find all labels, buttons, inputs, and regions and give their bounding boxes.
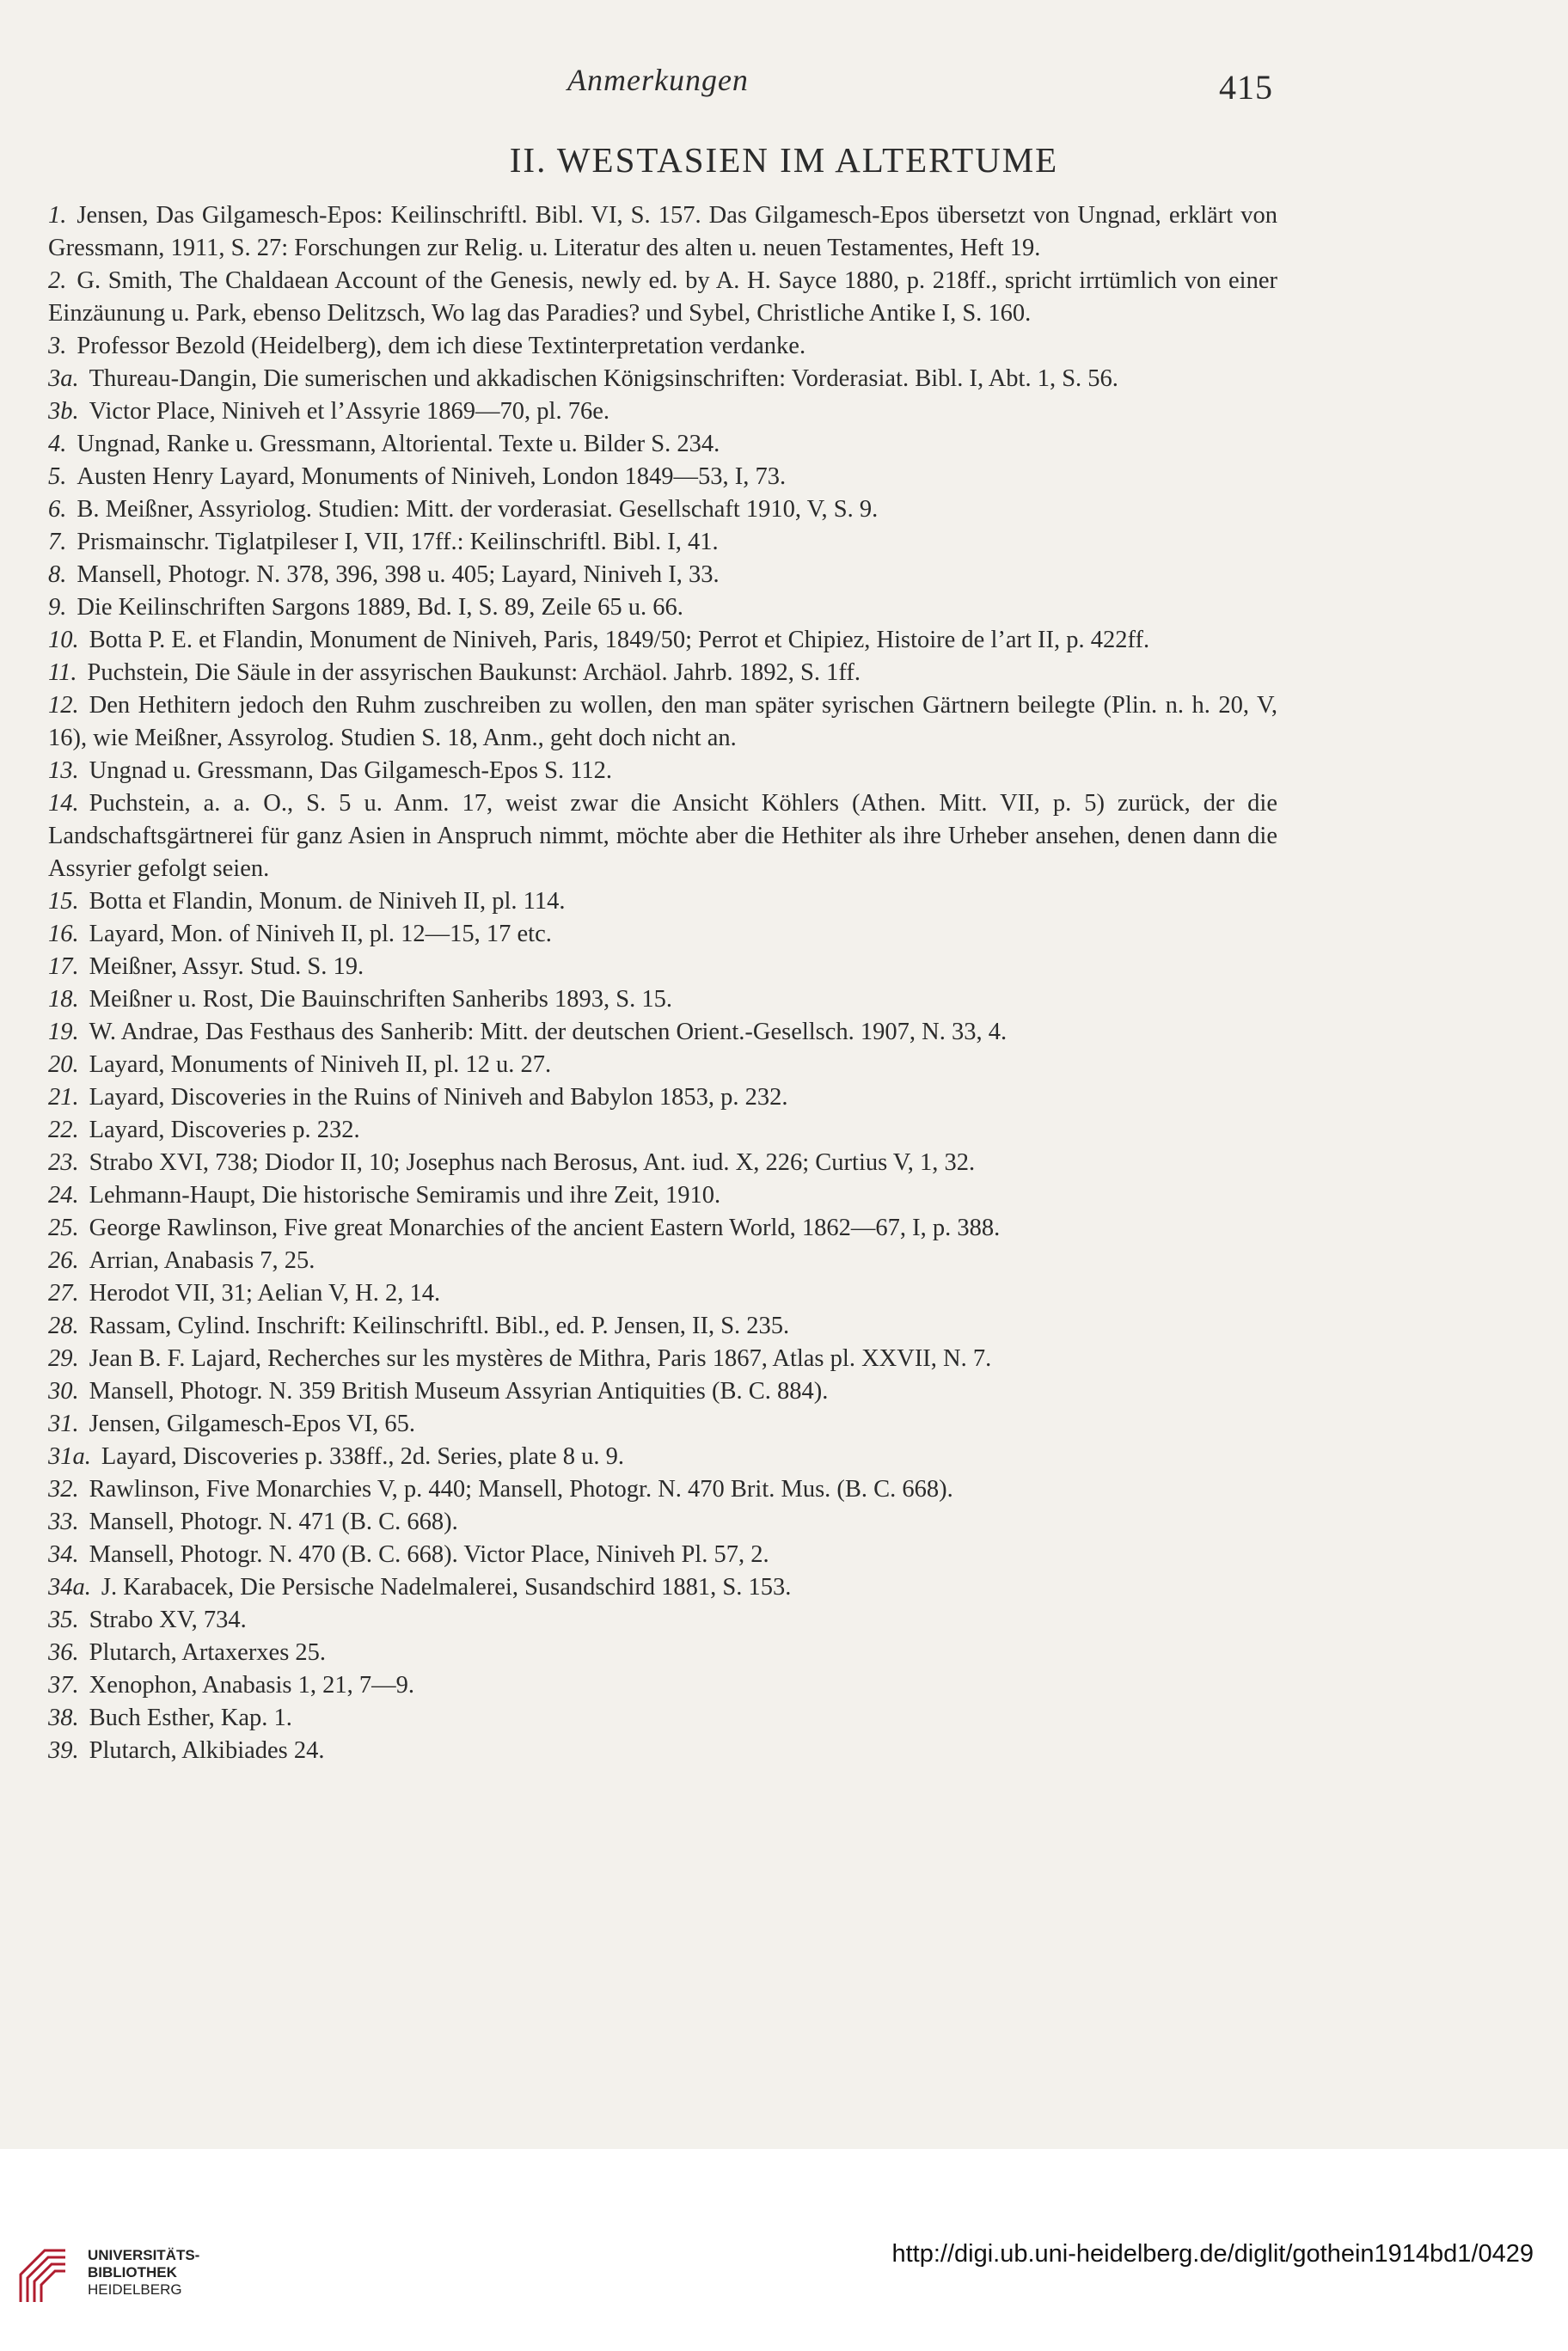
endnote-number: 27. [48, 1280, 79, 1307]
endnote-text: W. Andrae, Das Festhaus des Sanherib: Mitt. der deutschen Orient.-Gesellsch. 1907, N. 33, 4. [89, 1019, 1008, 1045]
endnote-text: Victor Place, Niniveh et l’Assyrie 1869—70, pl. 76e. [89, 398, 609, 425]
endnote [48, 918, 1277, 951]
endnote-number: 33. [48, 1509, 79, 1535]
endnote-text: Mansell, Photogr. N. 470 (B. C. 668). Victor Place, Niniveh Pl. 57, 2. [89, 1541, 769, 1568]
endnote-text: Layard, Discoveries p. 232. [89, 1117, 360, 1143]
endnote-number: 31a. [48, 1443, 91, 1470]
endnote-text: Rawlinson, Five Monarchies V, p. 440; Mansell, Photogr. N. 470 Brit. Mus. (B. C. 668). [89, 1476, 953, 1503]
endnote [48, 265, 1277, 330]
endnote-number: 22. [48, 1117, 79, 1143]
endnote-text: Austen Henry Layard, Monuments of Niniveh, London 1849—53, I, 73. [77, 463, 787, 490]
endnote-number: 34. [48, 1541, 79, 1568]
endnote-text: Mansell, Photogr. N. 471 (B. C. 668). [89, 1509, 458, 1535]
endnote [48, 1702, 1277, 1735]
endnote-text: Herodot VII, 31; Aelian V, H. 2, 14. [89, 1280, 441, 1307]
endnote [48, 1571, 1277, 1604]
endnote-number: 12. [48, 692, 79, 719]
endnote [48, 1081, 1277, 1114]
endnote-text: Professor Bezold (Heidelberg), dem ich diese Textinterpretation verdanke. [77, 333, 806, 359]
endnote-text: Meißner u. Rost, Die Bauinschriften Sanheribs 1893, S. 15. [89, 986, 673, 1013]
endnote [48, 493, 1277, 526]
endnote-number: 31. [48, 1411, 79, 1437]
library-name [88, 2247, 199, 2299]
endnote-number: 15. [48, 888, 79, 915]
endnote [48, 1016, 1277, 1049]
endnote [48, 1114, 1277, 1147]
endnote-text: Rassam, Cylind. Inschrift: Keilinschriftl. Bibl., ed. P. Jensen, II, S. 235. [89, 1313, 790, 1339]
endnote [48, 657, 1277, 689]
endnote [48, 755, 1277, 787]
endnote-number: 30. [48, 1378, 79, 1405]
endnote [48, 1147, 1277, 1179]
endnote [48, 1212, 1277, 1245]
endnote-number: 21. [48, 1084, 79, 1111]
library-logo-icon [15, 2242, 70, 2305]
endnote-number: 38. [48, 1705, 79, 1731]
endnote-text: Layard, Monuments of Niniveh II, pl. 12 u. 27. [89, 1051, 552, 1078]
endnote-number: 2. [48, 267, 67, 294]
endnote-text: Strabo XVI, 738; Diodor II, 10; Josephus nach Berosus, Ant. iud. X, 226; Curtius V, 1, 32. [89, 1149, 976, 1176]
endnote-number: 7. [48, 529, 67, 555]
endnote [48, 559, 1277, 591]
endnote-number: 14. [48, 790, 79, 817]
endnote [48, 787, 1277, 885]
endnote [48, 1539, 1277, 1571]
endnote-number: 36. [48, 1639, 79, 1666]
endnote [48, 983, 1277, 1016]
endnote [48, 1604, 1277, 1637]
endnote-number: 28. [48, 1313, 79, 1339]
endnote-text: Plutarch, Alkibiades 24. [89, 1737, 325, 1764]
endnote-text: Botta et Flandin, Monum. de Niniveh II, pl. 114. [89, 888, 566, 915]
endnote-number: 20. [48, 1051, 79, 1078]
endnote-text: G. Smith, The Chaldaean Account of the Genesis, newly ed. by A. H. Sayce 1880, p. 218ff., spricht irrtümlich von einer Einzäunung u. Park, ebenso Delitzsch, Wo lag das Paradies? und Sybel, Christliche Antike I, S. 160. [48, 267, 1277, 327]
endnote-text: Ungnad, Ranke u. Gressmann, Altoriental. Texte u. Bilder S. 234. [77, 431, 720, 457]
page-number: 415 [1219, 68, 1273, 107]
endnote [48, 395, 1277, 428]
running-title: Anmerkungen [567, 63, 749, 97]
endnote-number: 39. [48, 1737, 79, 1764]
endnote-text: Strabo XV, 734. [89, 1607, 247, 1633]
endnote [48, 428, 1277, 461]
endnote-text: B. Meißner, Assyriolog. Studien: Mitt. der vorderasiat. Gesellschaft 1910, V, S. 9. [77, 496, 879, 523]
endnote [48, 1310, 1277, 1343]
endnote-text: Den Hethitern jedoch den Ruhm zuschreiben zu wollen, den man später syrischen Gärtnern beilegte (Plin. n. h. 20, V, 16), wie Meißner, Assyrolog. Studien S. 18, Anm., geht doch nicht an. [48, 692, 1277, 751]
endnote-number: 3b. [48, 398, 79, 425]
endnote-number: 26. [48, 1247, 79, 1274]
endnote-number: 3. [48, 333, 67, 359]
endnote-number: 18. [48, 986, 79, 1013]
endnote [48, 591, 1277, 624]
endnote-text: Mansell, Photogr. N. 359 British Museum Assyrian Antiquities (B. C. 884). [89, 1378, 829, 1405]
endnote [48, 1343, 1277, 1375]
endnote [48, 1506, 1277, 1539]
endnote [48, 526, 1277, 559]
endnote [48, 1473, 1277, 1506]
endnote-number: 10. [48, 627, 79, 653]
endnote [48, 624, 1277, 657]
endnote-number: 37. [48, 1672, 79, 1699]
endnote-text: Die Keilinschriften Sargons 1889, Bd. I, S. 89, Zeile 65 u. 66. [77, 594, 683, 621]
endnote [48, 461, 1277, 493]
endnote-text: Jean B. F. Lajard, Recherches sur les mystères de Mithra, Paris 1867, Atlas pl. XXVII, N. 7. [89, 1345, 992, 1372]
endnote-number: 32. [48, 1476, 79, 1503]
endnote-text: Lehmann-Haupt, Die historische Semiramis und ihre Zeit, 1910. [89, 1182, 721, 1209]
endnote-number: 13. [48, 757, 79, 784]
endnote [48, 1408, 1277, 1441]
endnote-number: 4. [48, 431, 67, 457]
endnote [48, 1669, 1277, 1702]
endnote-number: 17. [48, 953, 79, 980]
endnote-text: Puchstein, a. a. O., S. 5 u. Anm. 17, weist zwar die Ansicht Köhlers (Athen. Mitt. VII, p. 5) zurück, der die Landschaftsgärtnerei für ganz Asien in Anspruch nimmt, möchte aber die Hethiter als ihre Urheber ansehen, denen dann die Assyrier gefolgt seien. [48, 790, 1277, 882]
endnote-number: 23. [48, 1149, 79, 1176]
endnote [48, 885, 1277, 918]
endnote-number: 25. [48, 1215, 79, 1241]
endnote-number: 6. [48, 496, 67, 523]
endnotes-list [48, 199, 1277, 1767]
endnote-number: 29. [48, 1345, 79, 1372]
endnote [48, 1277, 1277, 1310]
source-url-link[interactable]: http://digi.ub.uni-heidelberg.de/diglit/gothein1914bd1/0429 [891, 2240, 1534, 2268]
endnote [48, 1049, 1277, 1081]
endnote-number: 1. [48, 202, 67, 229]
endnote [48, 1441, 1277, 1473]
library-name-line: BIBLIOTHEK [88, 2264, 177, 2281]
endnote-text: Botta P. E. et Flandin, Monument de Niniveh, Paris, 1849/50; Perrot et Chipiez, Histoire de l’art II, p. 422ff. [89, 627, 1150, 653]
endnote [48, 330, 1277, 363]
endnote-number: 34a. [48, 1574, 91, 1601]
endnote-text: Jensen, Gilgamesch-Epos VI, 65. [89, 1411, 416, 1437]
endnote [48, 951, 1277, 983]
endnote-text: Meißner, Assyr. Stud. S. 19. [89, 953, 364, 980]
endnote-text: Xenophon, Anabasis 1, 21, 7—9. [89, 1672, 415, 1699]
endnote [48, 1179, 1277, 1212]
endnote-text: Mansell, Photogr. N. 378, 396, 398 u. 405; Layard, Niniveh I, 33. [77, 561, 720, 588]
endnote-text: Ungnad u. Gressmann, Das Gilgamesch-Epos S. 112. [89, 757, 613, 784]
endnote-text: J. Karabacek, Die Persische Nadelmalerei, Susandschird 1881, S. 153. [101, 1574, 792, 1601]
endnote-number: 16. [48, 921, 79, 947]
endnote [48, 1735, 1277, 1767]
endnote-text: Layard, Discoveries in the Ruins of Niniveh and Babylon 1853, p. 232. [89, 1084, 788, 1111]
endnote [48, 1375, 1277, 1408]
endnote-number: 24. [48, 1182, 79, 1209]
library-name-line: HEIDELBERG [88, 2281, 182, 2298]
endnote-text: Jensen, Das Gilgamesch-Epos: Keilinschriftl. Bibl. VI, S. 157. Das Gilgamesch-Epos übersetzt von Ungnad, erklärt von Gressmann, 1911, S. 27: Forschungen zur Relig. u. Literatur des alten u. neuen Testamentes, Heft 19. [48, 202, 1277, 261]
endnote-text: Layard, Discoveries p. 338ff., 2d. Series, plate 8 u. 9. [101, 1443, 624, 1470]
endnote-text: George Rawlinson, Five great Monarchies of the ancient Eastern World, 1862—67, I, p. 388. [89, 1215, 1001, 1241]
endnote-number: 11. [48, 659, 77, 686]
endnote-text: Thureau-Dangin, Die sumerischen und akkadischen Königsinschriften: Vorderasiat. Bibl. I, Abt. 1, S. 56. [89, 365, 1118, 392]
endnote-text: Layard, Mon. of Niniveh II, pl. 12—15, 17 etc. [89, 921, 552, 947]
endnote-text: Buch Esther, Kap. 1. [89, 1705, 292, 1731]
endnote-text: Prismainschr. Tiglatpileser I, VII, 17ff.: Keilinschriftl. Bibl. I, 41. [77, 529, 719, 555]
section-heading: II. WESTASIEN IM ALTERTUME [509, 140, 1059, 180]
endnote [48, 1637, 1277, 1669]
endnote-number: 5. [48, 463, 67, 490]
endnote-text: Plutarch, Artaxerxes 25. [89, 1639, 327, 1666]
endnote-number: 9. [48, 594, 67, 621]
endnote [48, 689, 1277, 755]
endnote-number: 19. [48, 1019, 79, 1045]
running-head [0, 62, 1568, 113]
endnote [48, 199, 1277, 265]
endnote-number: 3a. [48, 365, 79, 392]
endnote-number: 35. [48, 1607, 79, 1633]
library-name-line: UNIVERSITÄTS- [88, 2247, 200, 2263]
endnote-text: Puchstein, Die Säule in der assyrischen Baukunst: Archäol. Jahrb. 1892, S. 1ff. [87, 659, 861, 686]
endnote-number: 8. [48, 561, 67, 588]
endnote [48, 363, 1277, 395]
endnote-text: Arrian, Anabasis 7, 25. [89, 1247, 315, 1274]
endnote [48, 1245, 1277, 1277]
footer [0, 2149, 1568, 2351]
